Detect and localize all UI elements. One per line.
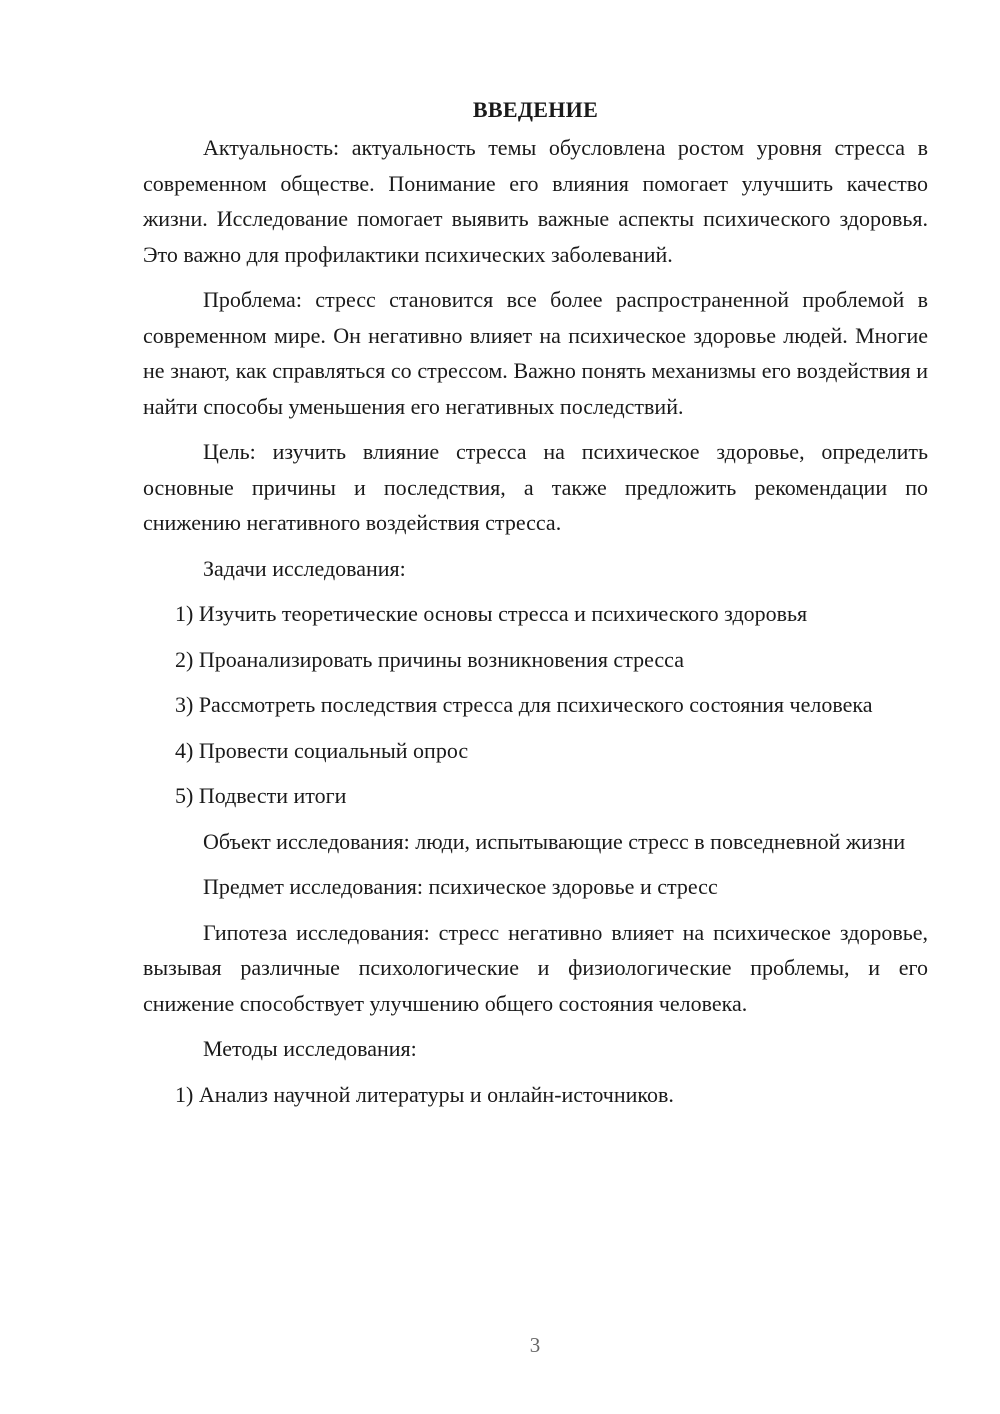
task-item: 5) Подвести итоги: [175, 783, 347, 808]
document-page: [143, 92, 928, 1112]
task-item: 1) Изучить теоретические основы стресса и психического здоровья: [175, 601, 808, 626]
goal-paragraph: Цель: изучить влияние стресса на психическое здоровье, определить основные причины и последствия, а также предложить рекомендации по снижению негативного воздействия стресса.: [143, 439, 928, 535]
task-item: 2) Проанализировать причины возникновения стресса: [175, 646, 684, 672]
problem-paragraph: Проблема: стресс становится все более распространенной проблемой в современном мире. Он негативно влияет на психическое здоровье людей. Многие не знают, как справляться со стрессом. Важно понять механизмы его воздействия и найти способы уменьшения его негативных последствий.: [143, 287, 928, 419]
method-item: 1) Анализ научной литературы и онлайн-источников.: [175, 1081, 674, 1107]
task-item: 3) Рассмотреть последствия стресса для психического состояния человека: [175, 692, 873, 717]
page-number: 3: [529, 1333, 541, 1357]
relevance-paragraph: Актуальность: актуальность темы обусловлена ростом уровня стресса в современном обществе. Понимание его влияния помогает улучшить качество жизни. Исследование помогает выявить важные аспекты психического здоровья. Это важно для профилактики психических заболеваний.: [143, 135, 928, 267]
task-item: 4) Провести социальный опрос: [175, 737, 469, 763]
section-heading: ВВЕДЕНИЕ: [472, 97, 599, 122]
hypothesis-paragraph: Гипотеза исследования: стресс негативно влияет на психическое здоровье, вызывая различные психологические и физиологические проблемы, и его снижение способствует улучшению общего состояния человека.: [143, 919, 928, 1016]
subject-paragraph: Предмет исследования: психическое здоровье и стресс: [203, 874, 718, 899]
object-paragraph: Объект исследования: люди, испытывающие стресс в повседневной жизни: [203, 828, 906, 854]
tasks-title: Задачи исследования:: [203, 555, 406, 581]
methods-title: Методы исследования:: [203, 1036, 417, 1061]
